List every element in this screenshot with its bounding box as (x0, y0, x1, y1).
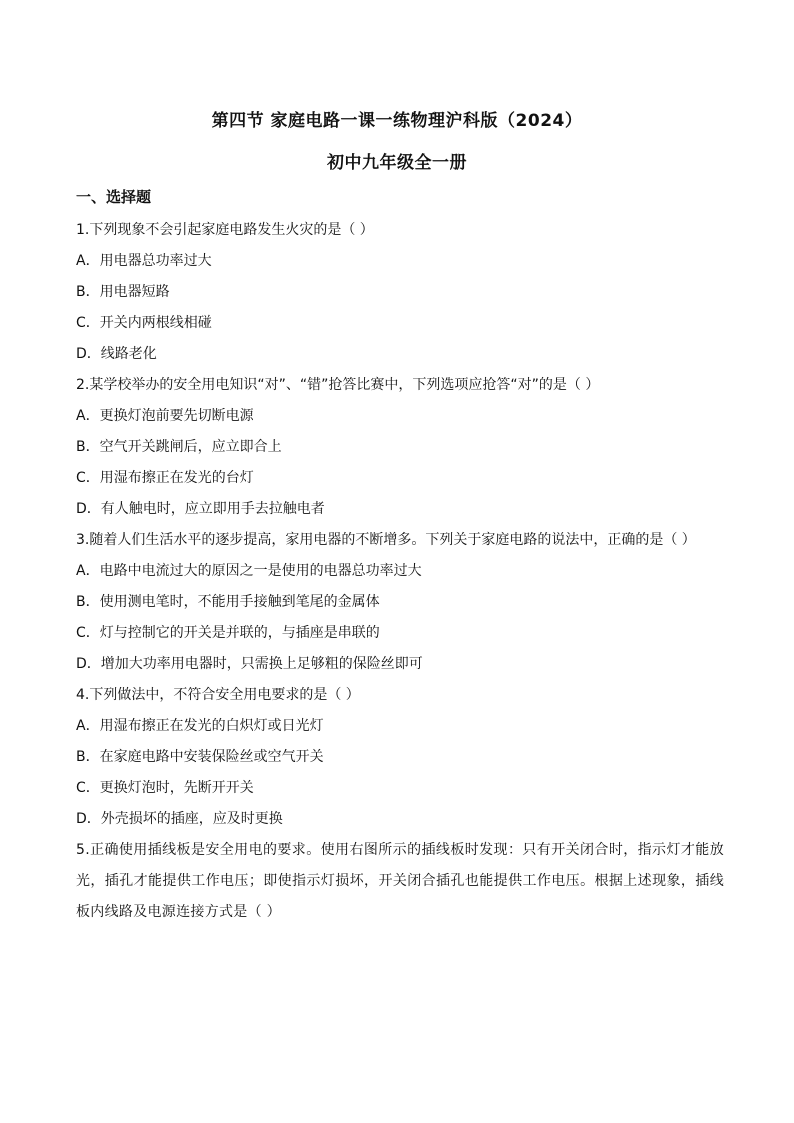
option-d: D．外壳损坏的插座，应及时更换 (76, 811, 283, 827)
question-stem: 3.随着人们生活水平的逐步提高，家用电器的不断增多。下列关于家庭电路的说法中，正确的是（ ） (76, 532, 696, 548)
question-2 (76, 370, 724, 525)
option-d: D．有人触电时，应立即用手去拉触电者 (76, 501, 325, 517)
question-1 (76, 215, 724, 370)
option-a: A．更换灯泡前要先切断电源 (76, 408, 254, 424)
question-stem: 2.某学校举办的安全用电知识“对”、“错”抢答比赛中，下列选项应抢答“对”的是（ ） (76, 377, 600, 393)
option-a: A．电路中电流过大的原因之一是使用的电器总功率过大 (76, 563, 422, 579)
option-b: B．空气开关跳闸后，应立即合上 (76, 439, 282, 455)
option-d: D．增加大功率用电器时，只需换上足够粗的保险丝即可 (76, 656, 423, 672)
option-c: C．开关内两根线相碰 (76, 315, 212, 331)
option-a: A．用湿布擦正在发光的白炽灯或日光灯 (76, 718, 324, 734)
question-stem: 1.下列现象不会引起家庭电路发生火灾的是（ ） (76, 222, 374, 238)
question-3 (76, 525, 724, 680)
option-b: B．用电器短路 (76, 284, 170, 300)
option-d: D．线路老化 (76, 346, 157, 362)
question-list (76, 215, 724, 928)
section-heading: 一、选择题 (76, 188, 152, 206)
question-4 (76, 680, 724, 835)
option-c: C．用湿布擦正在发光的台灯 (76, 470, 254, 486)
document-title: 第四节 家庭电路一课一练物理沪科版（2024） (211, 111, 583, 131)
option-c: C．更换灯泡时，先断开开关 (76, 780, 254, 796)
question-5 (76, 835, 724, 928)
option-b: B．在家庭电路中安装保险丝或空气开关 (76, 749, 324, 765)
option-a: A．用电器总功率过大 (76, 253, 212, 269)
document-subtitle: 初中九年级全一册 (327, 153, 467, 173)
option-b: B．使用测电笔时，不能用手接触到笔尾的金属体 (76, 594, 380, 610)
question-stem: 4.下列做法中，不符合安全用电要求的是（ ） (76, 687, 360, 703)
option-c: C．灯与控制它的开关是并联的，与插座是串联的 (76, 625, 380, 641)
question-stem: 5.正确使用插线板是安全用电的要求。使用右图所示的插线板时发现：只有开关闭合时，指示灯才能放光，插孔才能提供工作电压；即使指示灯损坏，开关闭合插孔也能提供工作电压。根据上述现象，插线板内线路及电源连接方式是（ ） (76, 842, 724, 920)
